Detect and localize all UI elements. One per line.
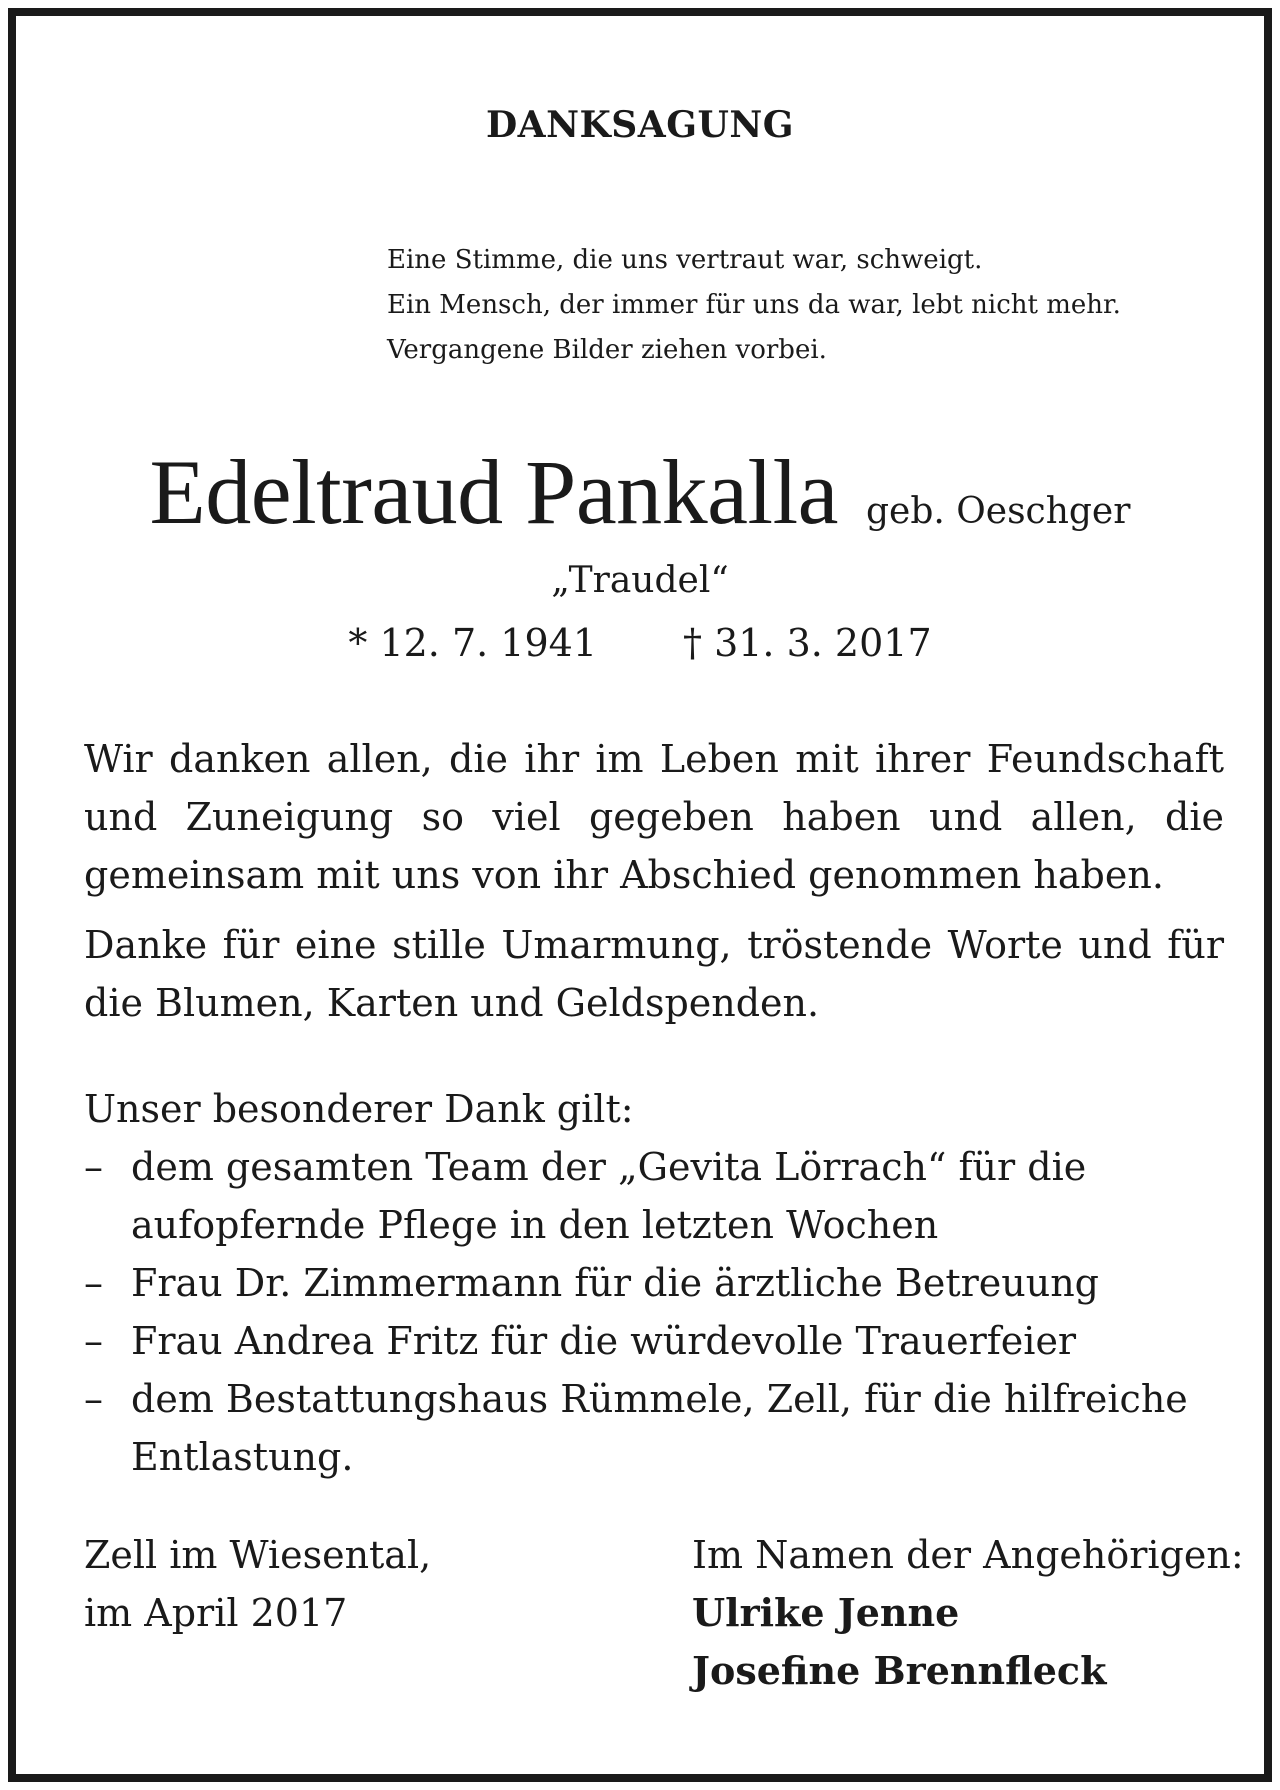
poem [387,238,1121,373]
list-item-text: Frau Dr. Zimmermann für die ärztliche Betreuung [131,1261,1099,1305]
poem-line: Eine Stimme, die uns vertraut war, schweigt. [387,245,983,275]
date: im April 2017 [84,1591,348,1635]
obituary-frame [8,8,1272,1782]
list-item [84,1138,1224,1254]
list-marker: – [84,1261,103,1305]
signoff: Im Namen der Angehörigen: [692,1533,1244,1577]
list-item [84,1254,1224,1312]
death-date: † 31. 3. 2017 [683,621,932,665]
deceased-name: Edeltraud Pankalla [149,441,838,543]
place-date [84,1526,431,1642]
thanks-intro: Unser besonderer Dank gilt: [84,1087,634,1131]
name-row [16,442,1264,542]
place: Zell im Wiesental, [84,1533,432,1577]
signature-block [692,1526,1244,1700]
list-item-text: Frau Andrea Fritz für die würdevolle Trauerfeier [131,1319,1077,1363]
list-marker: – [84,1319,103,1363]
life-dates [16,621,1264,665]
nickname: „Traudel“ [551,560,729,601]
birth-name: geb. Oeschger [865,491,1131,532]
signer-name: Ulrike Jenne [692,1590,960,1635]
poem-line: Ein Mensch, der immer für uns da war, lebt nicht mehr. [387,290,1121,320]
list-marker: – [84,1377,103,1421]
list-item [84,1370,1224,1486]
poem-line: Vergangene Bilder ziehen vorbei. [387,335,827,365]
thanks-list [84,1138,1224,1486]
birth-date: * 12. 7. 1941 [348,621,597,665]
thanks-paragraph: Danke für eine stille Umarmung, tröstende Worte und für die Blumen, Karten und Geldspenden. [84,923,1224,1025]
heading: DANKSAGUNG [485,104,795,146]
list-item-text: dem Bestattungshaus Rümmele, Zell, für die hilfreiche Entlastung. [131,1377,1188,1479]
list-item [84,1312,1224,1370]
list-item-text: dem gesamten Team der „Gevita Lörrach“ für die aufopfernde Pflege in den letzten Wochen [131,1145,1087,1247]
signer-name: Josefine Brennfleck [692,1648,1107,1693]
thanks-paragraph: Wir danken allen, die ihr im Leben mit ihrer Feundschaft und Zuneigung so viel gegeben haben und allen, die gemeinsam mit uns von ihr Abschied genommen haben. [84,737,1224,897]
list-marker: – [84,1145,103,1189]
